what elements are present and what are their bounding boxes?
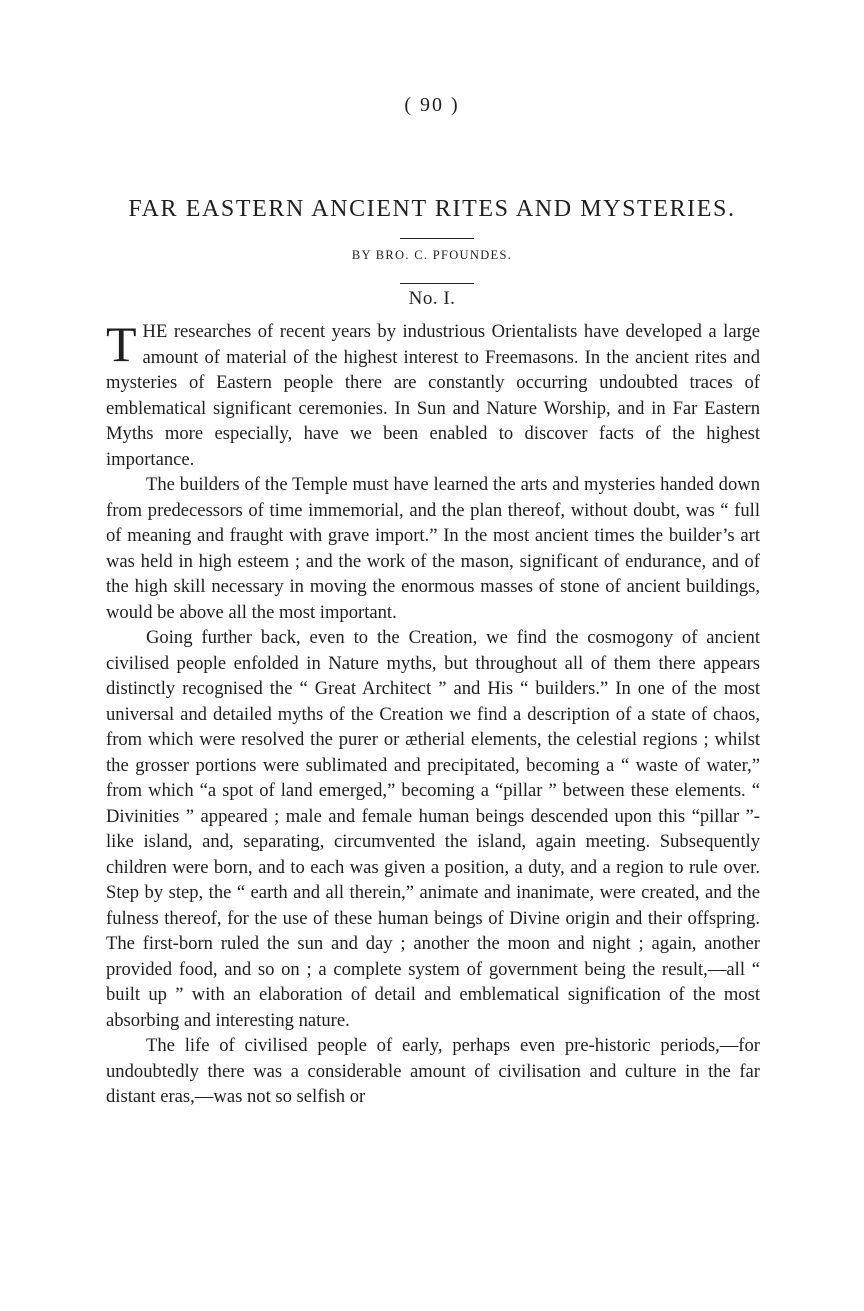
paragraph-1-text: HE researches of recent years by industrious Orientalists have developed a large amount of material of the highest interest to Freemasons. In the ancient rites and mysteries of Eastern people there are constantly occurring undoubted traces of emblematical significant ceremonies. In Sun and Nature Worship, and in Far Eastern Myths more especially, have we been enabled to discover facts of the highest importance.	[106, 321, 760, 470]
author-byline: BY BRO. C. PFOUNDES.	[351, 248, 513, 262]
title-divider	[400, 238, 474, 239]
paragraph-2: The builders of the Temple must have learned the arts and mysteries handed down from predecessors of time immemorial, and the plan thereof, without doubt, was “ full of meaning and fraught with grave import.” In the most ancient times the builder’s art was held in high esteem ; and the work of the mason, significant of endurance, and of the high skill necessary in moving the enormous masses of stone of ancient buildings, would be above all the most important.	[106, 474, 760, 623]
part-number: No. I.	[408, 288, 456, 309]
paragraph-3: Going further back, even to the Creation, we find the cosmogony of ancient civilised people enfolded in Nature myths, but throughout all of them there appears distinctly recognised the “ Great Architect ” and His “ builders.” In one of the most universal and detailed myths of the Creation we find a description of a state of chaos, from which were resolved the purer or ætherial elements, the celestial regions ; whilst the grosser portions were sublimated and precipitated, becoming a “ waste of water,” from which “a spot of land emerged,” becoming a “pillar ” between these elements. “ Divinities ” appeared ; male and female human beings descended upon this “pillar ”-like island, and, separating, circumvented the island, again meeting. Subsequently children were born, and to each was given a position, a duty, and a region to rule over. Step by step, the “ earth and all therein,” animate and inanimate, were created, and the fulness thereof, for the use of these human beings of Divine origin and their offspring. The first-born ruled the sun and day ; another the moon and night ; again, another provided food, and so on ; a complete system of government being the result,—all “ built up ” with an elaboration of detail and emblematical signification of the most absorbing and interesting nature.	[106, 627, 760, 1031]
paragraph-1	[106, 316, 760, 472]
page-number: ( 90 )	[404, 94, 460, 116]
article-title: FAR EASTERN ANCIENT RITES AND MYSTERIES.	[128, 196, 736, 222]
drop-cap: T	[106, 316, 137, 372]
article-body	[106, 316, 760, 1110]
paragraph-4: The life of civilised people of early, perhaps even pre-historic periods,—for undoubtedly there was a considerable amount of civilisation and culture in the far distant eras,—was not so selfish or	[106, 1035, 760, 1107]
byline-divider	[400, 283, 474, 284]
